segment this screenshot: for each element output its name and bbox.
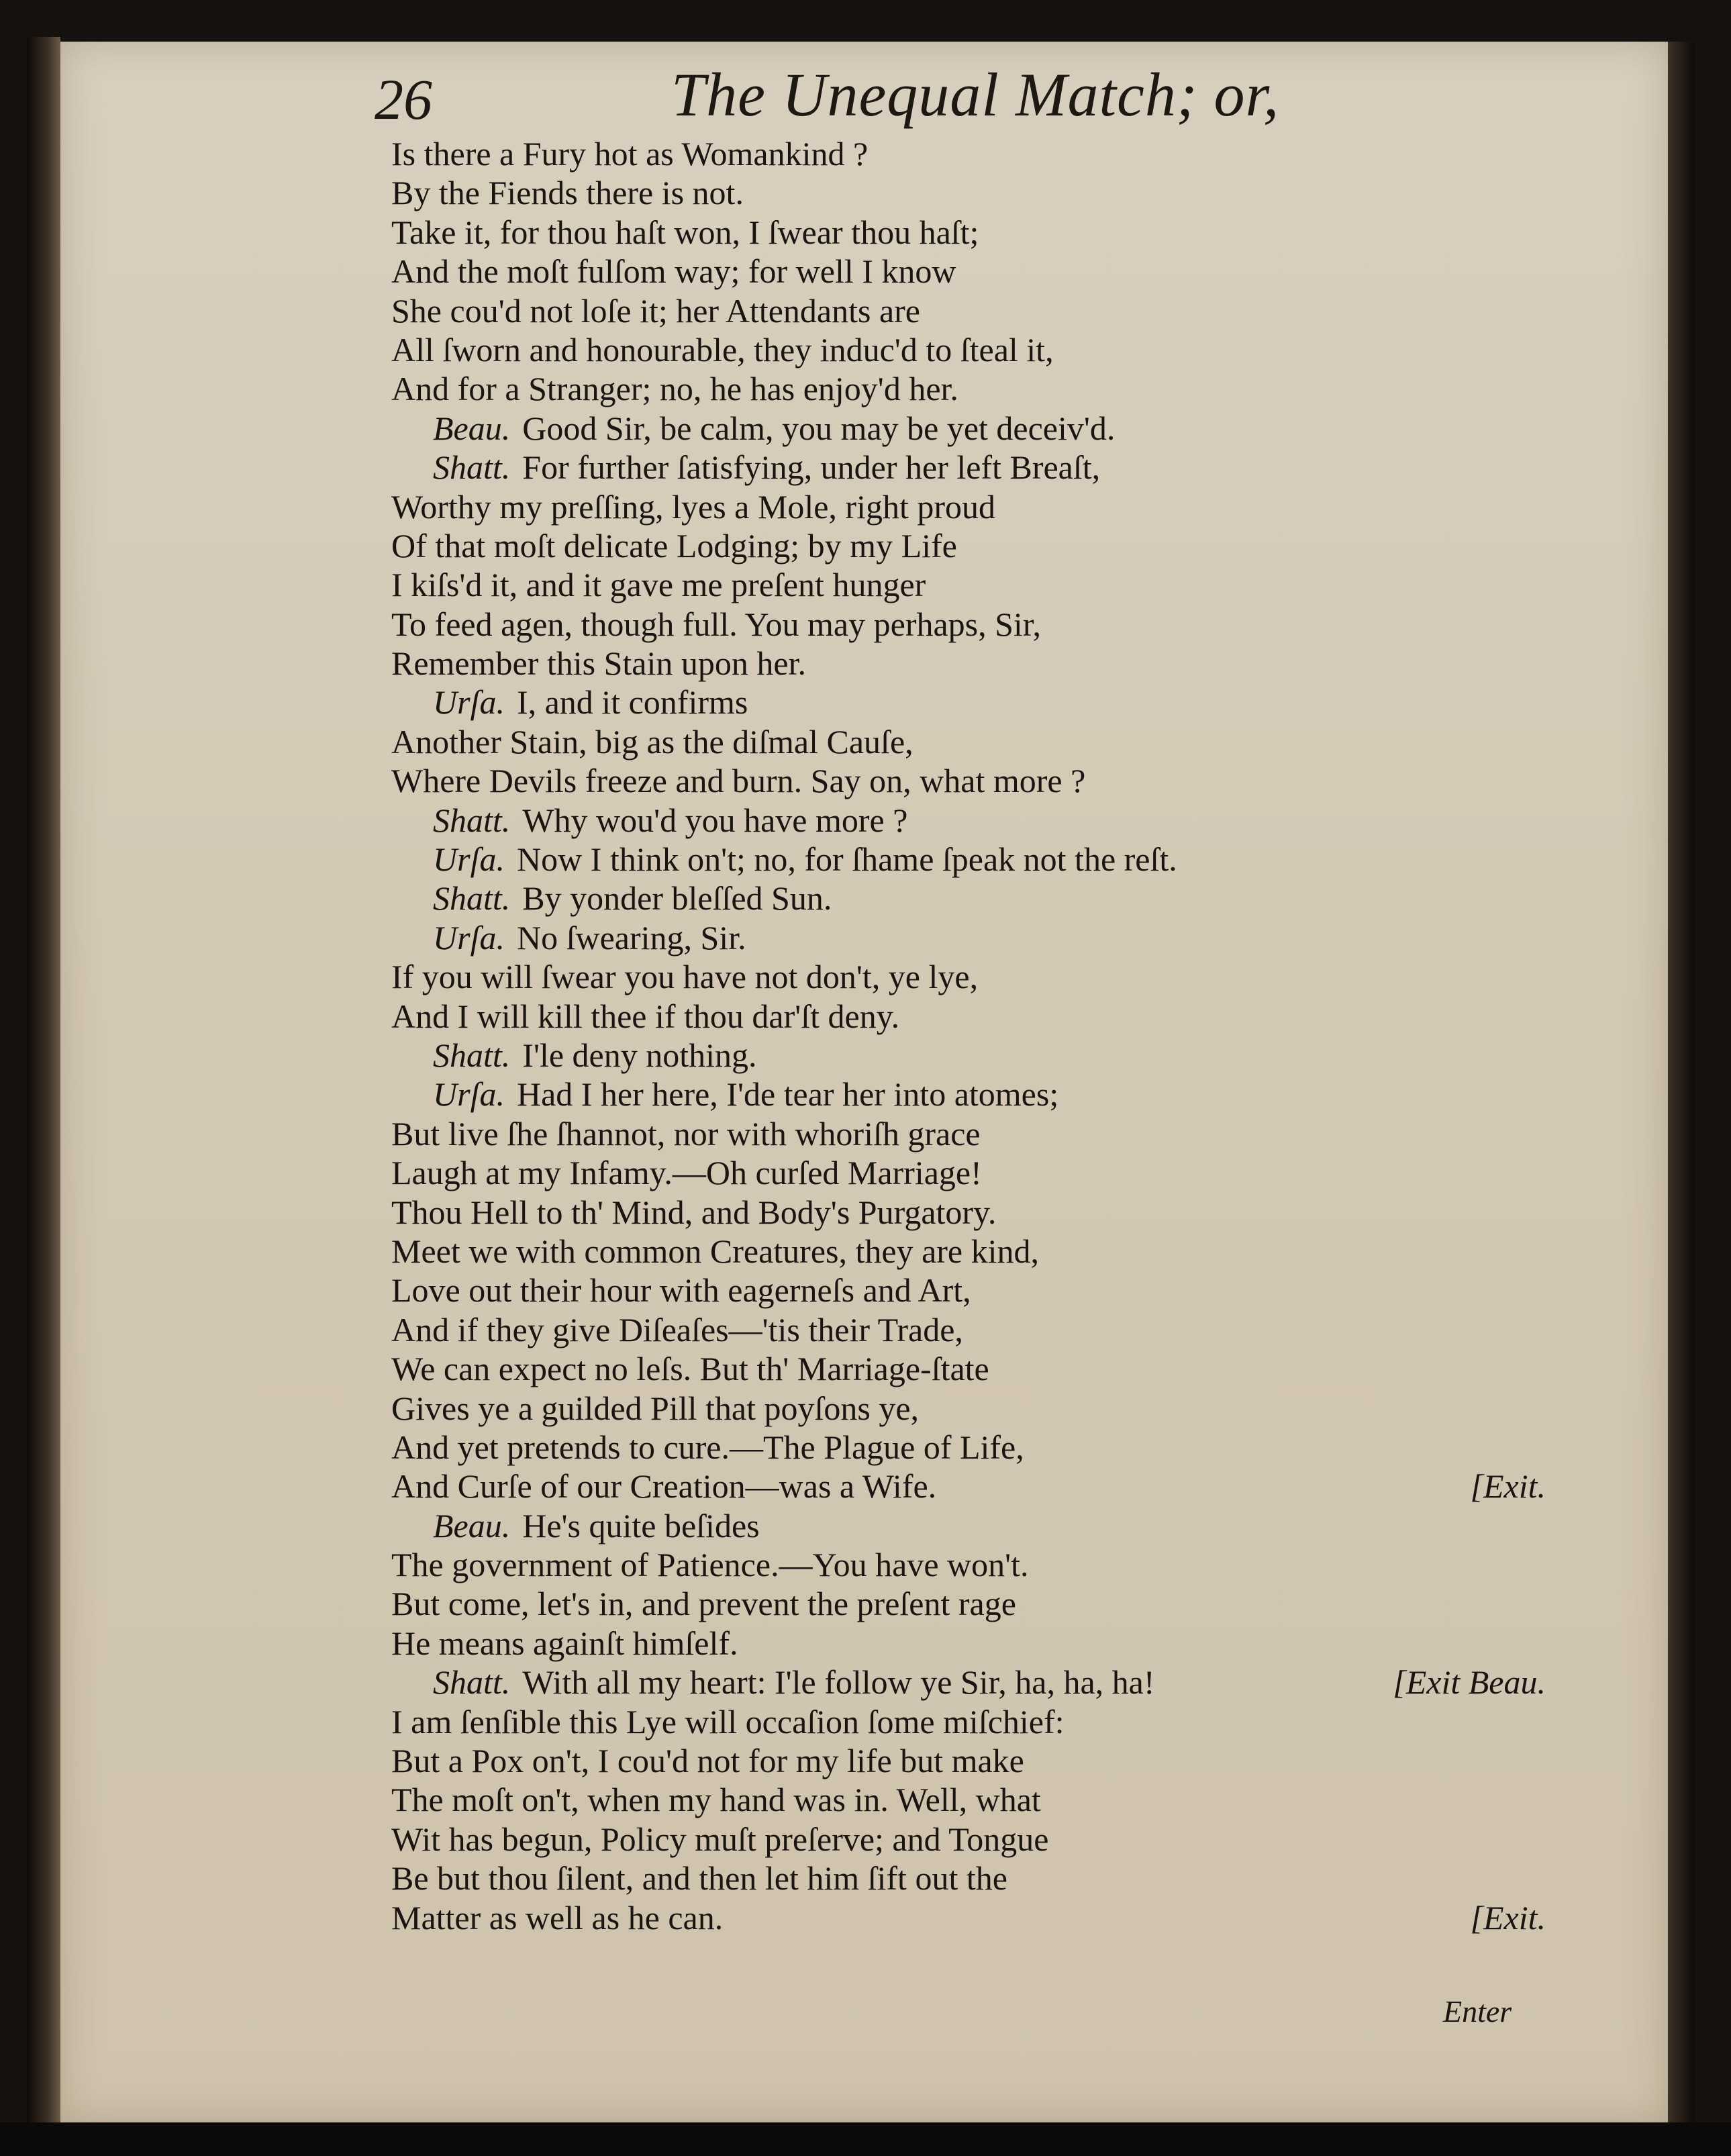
line-text: The government of Patience.—You have won't. bbox=[391, 1546, 1029, 1584]
text-line bbox=[391, 526, 1546, 565]
line-text: Now I think on't; no, for ſhame ſpeak not the reſt. bbox=[516, 840, 1177, 879]
text-line bbox=[391, 330, 1546, 369]
text-line bbox=[391, 173, 1546, 212]
text-line bbox=[391, 1741, 1546, 1780]
catchword: Enter bbox=[1443, 1994, 1512, 2028]
line-text: Laugh at my Infamy.—Oh curſed Marriage! bbox=[391, 1154, 982, 1192]
text-line bbox=[391, 369, 1546, 408]
line-text: Had I her here, I'de tear her into atomes; bbox=[516, 1075, 1059, 1114]
text-line bbox=[391, 1506, 1546, 1545]
text-line bbox=[391, 957, 1546, 996]
line-text: If you will ſwear you have not don't, ye lye, bbox=[391, 958, 979, 996]
text-line bbox=[391, 487, 1546, 526]
text-line bbox=[391, 1153, 1546, 1192]
book-spine bbox=[27, 37, 60, 2124]
line-text: No ſwearing, Sir. bbox=[516, 918, 746, 957]
speaker-name: Shatt. bbox=[433, 879, 511, 918]
line-text: We can expect no leſs. But th' Marriage-ſtate bbox=[391, 1350, 989, 1388]
text-line bbox=[391, 213, 1546, 252]
text-line bbox=[391, 1663, 1546, 1702]
line-text: And yet pretends to cure.—The Plague of Life, bbox=[391, 1428, 1024, 1466]
stage-direction: [Exit. bbox=[1470, 1898, 1546, 1937]
line-text: But come, let's in, and prevent the preſent rage bbox=[391, 1585, 1016, 1623]
line-text: Thou Hell to th' Mind, and Body's Purgatory. bbox=[391, 1193, 997, 1231]
line-text: And Curſe of our Creation—was a Wife. bbox=[391, 1467, 937, 1506]
text-line bbox=[391, 1820, 1546, 1859]
line-text: All ſworn and honourable, they induc'd to ſteal it, bbox=[391, 330, 1054, 369]
page-edge bbox=[1668, 42, 1695, 2122]
play-text bbox=[391, 134, 1546, 1937]
text-line bbox=[391, 801, 1546, 840]
line-text: Love out their hour with eagerneſs and Art, bbox=[391, 1271, 971, 1310]
line-text: And if they give Diſeaſes—'tis their Trade, bbox=[391, 1310, 963, 1349]
line-text: Worthy my preſſing, lyes a Mole, right proud bbox=[391, 487, 995, 526]
text-line bbox=[391, 1545, 1546, 1584]
line-text: By the Fiends there is not. bbox=[391, 174, 744, 212]
line-text: And the moſt fulſom way; for well I know bbox=[391, 252, 956, 291]
text-line bbox=[391, 1232, 1546, 1271]
line-text: To feed agen, though full. You may perhaps, Sir, bbox=[391, 605, 1041, 643]
scan-bottom-border bbox=[0, 2122, 1731, 2156]
line-text: Is there a Fury hot as Womankind ? bbox=[391, 135, 869, 173]
text-line bbox=[391, 879, 1546, 918]
line-text: The moſt on't, when my hand was in. Well, what bbox=[391, 1781, 1041, 1819]
text-line bbox=[391, 565, 1546, 604]
running-title: The Unequal Match; or, bbox=[671, 60, 1280, 129]
line-text: I, and it confirms bbox=[516, 683, 748, 722]
text-line bbox=[391, 644, 1546, 683]
line-text: Be but thou ſilent, and then let him ſift out the bbox=[391, 1859, 1007, 1898]
line-text: He's quite beſides bbox=[522, 1506, 760, 1545]
page-number: 26 bbox=[375, 67, 432, 132]
text-line bbox=[391, 409, 1546, 448]
text-line bbox=[391, 1624, 1546, 1663]
text-line bbox=[391, 605, 1546, 644]
text-line bbox=[391, 1428, 1546, 1467]
line-text: And for a Stranger; no, he has enjoy'd her. bbox=[391, 370, 958, 408]
text-line bbox=[391, 1193, 1546, 1232]
line-text: Remember this Stain upon her. bbox=[391, 644, 806, 683]
stage-direction: [Exit Beau. bbox=[1393, 1663, 1546, 1702]
speaker-name: Beau. bbox=[433, 1506, 511, 1545]
text-line bbox=[391, 997, 1546, 1036]
text-line bbox=[391, 1389, 1546, 1428]
line-text: For further ſatisfying, under her left Breaſt, bbox=[522, 448, 1101, 487]
text-line bbox=[391, 1898, 1546, 1937]
line-text: With all my heart: I'le follow ye Sir, ha, ha, ha! bbox=[522, 1663, 1155, 1702]
text-line bbox=[391, 761, 1546, 800]
speaker-name: Shatt. bbox=[433, 448, 511, 487]
line-text: Take it, for thou haſt won, I ſwear thou haſt; bbox=[391, 213, 979, 251]
line-text: Where Devils freeze and burn. Say on, what more ? bbox=[391, 762, 1086, 800]
line-text: But live ſhe ſhannot, nor with whoriſh grace bbox=[391, 1114, 981, 1153]
line-text: She cou'd not loſe it; her Attendants are bbox=[391, 291, 920, 330]
line-text: By yonder bleſſed Sun. bbox=[522, 879, 832, 918]
speaker-name: Urſa. bbox=[433, 1075, 505, 1114]
line-text: Gives ye a guilded Pill that poyſons ye, bbox=[391, 1389, 920, 1427]
text-line bbox=[391, 1859, 1546, 1898]
line-text: Meet we with common Creatures, they are kind, bbox=[391, 1232, 1039, 1270]
stage-direction: [Exit. bbox=[1470, 1467, 1546, 1506]
text-line bbox=[391, 722, 1546, 761]
text-line bbox=[391, 134, 1546, 173]
text-line bbox=[391, 1075, 1546, 1114]
text-line bbox=[391, 683, 1546, 722]
text-line bbox=[391, 291, 1546, 330]
text-line bbox=[391, 448, 1546, 487]
line-text: Why wou'd you have more ? bbox=[522, 801, 908, 839]
text-line bbox=[391, 1467, 1546, 1506]
line-text: And I will kill thee if thou dar'ſt deny. bbox=[391, 997, 900, 1035]
line-text: I'le deny nothing. bbox=[522, 1036, 757, 1074]
text-line bbox=[391, 1271, 1546, 1310]
speaker-name: Urſa. bbox=[433, 683, 505, 722]
speaker-name: Shatt. bbox=[433, 1036, 511, 1074]
text-line bbox=[391, 1310, 1546, 1349]
line-text: But a Pox on't, I cou'd not for my life but make bbox=[391, 1742, 1024, 1780]
text-line bbox=[391, 1780, 1546, 1819]
text-line bbox=[391, 1584, 1546, 1623]
speaker-name: Urſa. bbox=[433, 840, 505, 879]
text-line bbox=[391, 1702, 1546, 1741]
speaker-name: Urſa. bbox=[433, 918, 505, 957]
text-line bbox=[391, 1349, 1546, 1388]
line-text: Wit has begun, Policy muſt preſerve; and Tongue bbox=[391, 1820, 1049, 1858]
line-text: Another Stain, big as the diſmal Cauſe, bbox=[391, 722, 913, 761]
text-line bbox=[391, 252, 1546, 291]
line-text: He means againſt himſelf. bbox=[391, 1624, 738, 1662]
speaker-name: Shatt. bbox=[433, 1663, 511, 1702]
speaker-name: Beau. bbox=[433, 409, 511, 447]
text-line bbox=[391, 918, 1546, 957]
line-text: Good Sir, be calm, you may be yet deceiv'd. bbox=[522, 409, 1116, 447]
text-line bbox=[391, 1114, 1546, 1153]
line-text: Of that moſt delicate Lodging; by my Life bbox=[391, 526, 957, 565]
line-text: I am ſenſible this Lye will occaſion ſome miſchief: bbox=[391, 1702, 1065, 1741]
text-line bbox=[391, 840, 1546, 879]
line-text: I kiſs'd it, and it gave me preſent hunger bbox=[391, 566, 926, 604]
text-line bbox=[391, 1036, 1546, 1075]
page-header bbox=[376, 59, 1383, 133]
line-text: Matter as well as he can. bbox=[391, 1898, 724, 1937]
speaker-name: Shatt. bbox=[433, 801, 511, 839]
